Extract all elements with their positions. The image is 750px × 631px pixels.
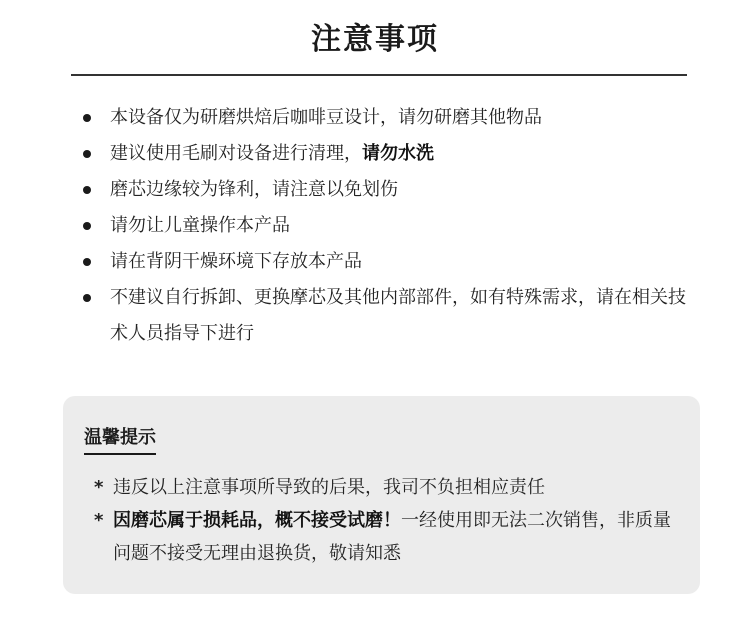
notice-item (0, 208, 700, 244)
asterisk-icon: * (94, 477, 104, 498)
notice-item (0, 136, 700, 172)
notice-item (0, 244, 700, 280)
tip-text: 违反以上注意事项所导致的后果，我司不负担相应责任 (113, 477, 545, 498)
bullet-icon (83, 258, 91, 266)
tips-box (63, 396, 700, 594)
notice-text: 请勿让儿童操作本产品 (110, 215, 290, 236)
bullet-icon (83, 114, 91, 122)
notice-text: 本设备仅为研磨烘焙后咖啡豆设计，请勿研磨其他物品 (110, 107, 542, 128)
tip-item (63, 504, 673, 570)
notice-text: 不建议自行拆卸、更换摩芯及其他内部部件，如有特殊需求，请在相关技术人员指导下进行 (110, 287, 686, 344)
notice-item (0, 172, 700, 208)
notice-bold-text: 请勿水洗 (362, 143, 434, 164)
bullet-icon (83, 294, 91, 302)
notice-text: 请在背阴干燥环境下存放本产品 (110, 251, 362, 272)
tips-list (63, 471, 700, 570)
tip-bold-text: 因磨芯属于损耗品，概不接受试磨！ (113, 510, 401, 531)
bullet-icon (83, 186, 91, 194)
notice-text: 磨芯边缘较为锋利，请注意以免划伤 (110, 179, 398, 200)
notice-item (0, 280, 700, 352)
tip-text: 一经使用即无法二次销售，非质量问题不接受无理由退换货，敬请知悉 (113, 510, 671, 564)
page-title: 注意事项 (311, 22, 439, 57)
bullet-icon (83, 222, 91, 230)
notice-list (0, 100, 750, 352)
notice-text: 建议使用毛刷对设备进行清理， (110, 143, 362, 164)
bullet-icon (83, 150, 91, 158)
tips-heading: 温馨提示 (84, 427, 156, 455)
notice-item (0, 100, 700, 136)
asterisk-icon: * (94, 510, 104, 531)
title-divider (71, 74, 687, 76)
tip-item (63, 471, 673, 504)
